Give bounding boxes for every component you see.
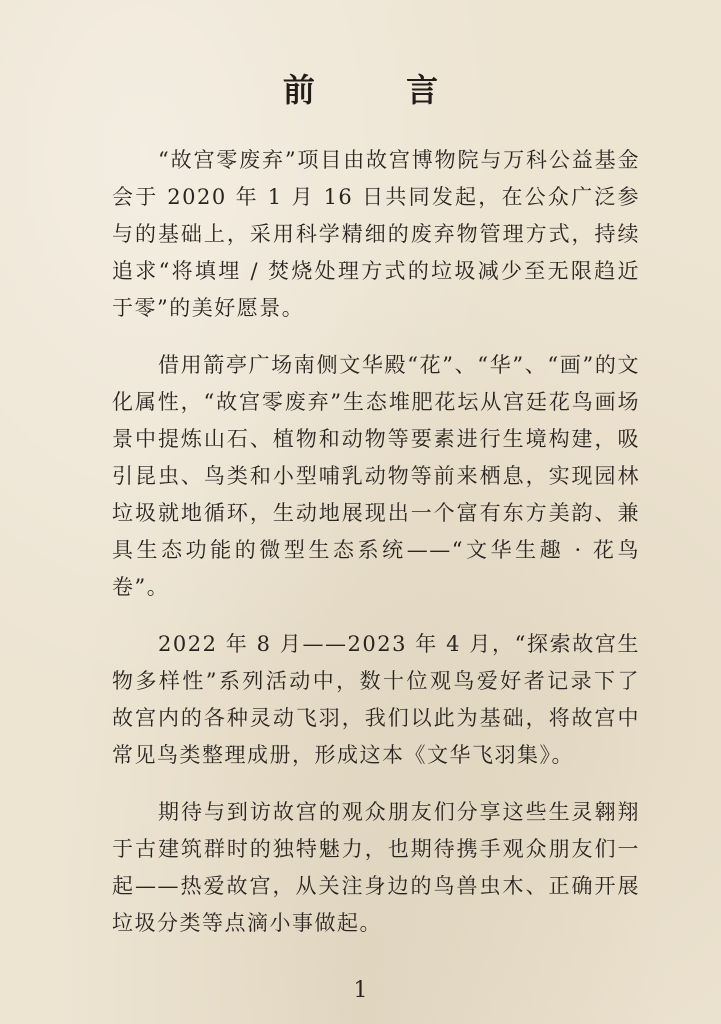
- paragraph-2: 借用箭亭广场南侧文华殿“花”、“华”、“画”的文化属性，“故宫零废弃”生态堆肥花坛从宫廷花鸟画场景中提炼山石、植物和动物等要素进行生境构建，吸引昆虫、鸟类和小型哺乳动物等前来栖息，实现园林垃圾就地循环，生动地展现出一个富有东方美韵、兼具生态功能的微型生态系统——“文华生趣 · 花鸟卷”。: [112, 353, 640, 599]
- preface-body: [112, 142, 640, 962]
- page-title: 前 言: [282, 71, 479, 109]
- paragraph-4: 期待与到访故宫的观众朋友们分享这些生灵翱翔于古建筑群时的独特魅力，也期待携手观众朋友们一起——热爱故宫，从关注身边的鸟兽虫木、正确开展垃圾分类等点滴小事做起。: [112, 800, 640, 935]
- page-number: 1: [353, 978, 368, 1003]
- paragraph-3: 2022 年 8 月——2023 年 4 月，“探索故宫生物多样性”系列活动中，数十位观鸟爱好者记录下了故宫内的各种灵动飞羽，我们以此为基础，将故宫中常见鸟类整理成册，形成这本《文华飞羽集》。: [112, 632, 640, 767]
- paragraph-1: “故宫零废弃”项目由故宫博物院与万科公益基金会于 2020 年 1 月 16 日共同发起，在公众广泛参与的基础上，采用科学精细的废弃物管理方式，持续追求“将填埋 / 焚烧处理方式的垃圾减少至无限趋近于零”的美好愿景。: [112, 148, 640, 320]
